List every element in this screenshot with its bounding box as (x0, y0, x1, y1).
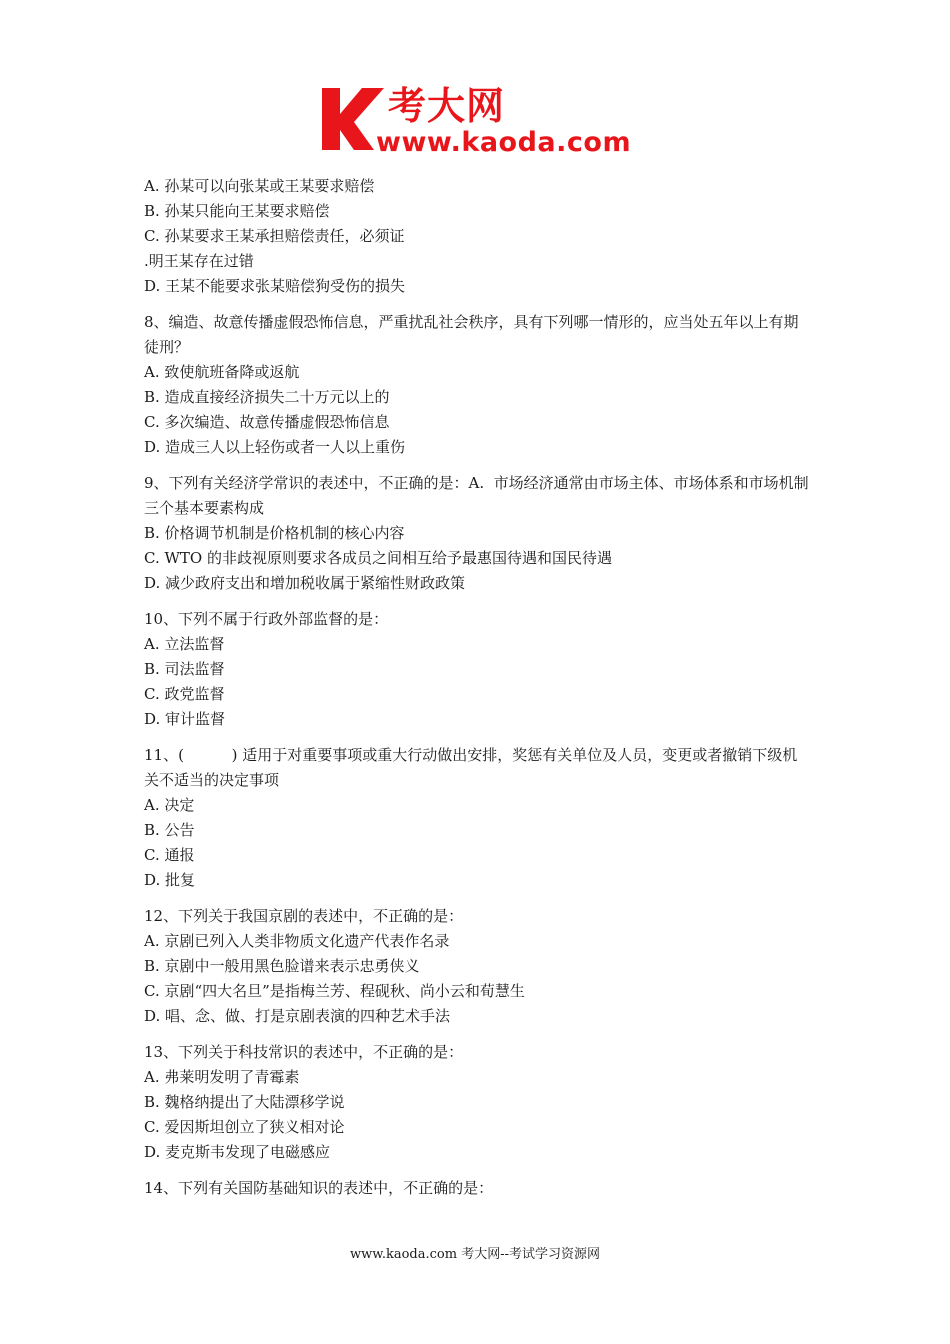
option: B. 造成直接经济损失二十万元以上的 (144, 388, 390, 406)
option: A. 决定 (144, 796, 195, 814)
option: D. 王某不能要求张某赔偿狗受伤的损失 (144, 277, 406, 295)
option: B. 司法监督 (144, 660, 225, 678)
question-stem: 9、下列有关经济学常识的表述中，不正确的是：A. 市场经济通常由市场主体、市场体系和市场机制三个基本要素构成 (144, 474, 809, 517)
question-stem: 10、下列不属于行政外部监督的是： (144, 610, 389, 628)
option: C. 政党监督 (144, 685, 225, 703)
option: D. 审计监督 (144, 710, 226, 728)
option: C. 爱因斯坦创立了狭义相对论 (144, 1118, 345, 1136)
option: .明王某存在过错 (144, 252, 254, 270)
question-item (144, 607, 812, 732)
option: C. 通报 (144, 846, 195, 864)
option: A. 京剧已列入人类非物质文化遗产代表作名录 (144, 932, 450, 950)
question-item (144, 743, 812, 893)
option: C. WTO 的非歧视原则要求各成员之间相互给予最惠国待遇和国民待遇 (144, 549, 612, 567)
continuation-options (144, 174, 812, 299)
document-body (144, 174, 812, 1201)
site-logo (318, 84, 638, 160)
option: D. 造成三人以上轻伤或者一人以上重伤 (144, 438, 406, 456)
option: D. 麦克斯韦发现了电磁感应 (144, 1143, 331, 1161)
option: A. 孙某可以向张某或王某要求赔偿 (144, 177, 375, 195)
option: D. 唱、念、做、打是京剧表演的四种艺术手法 (144, 1007, 451, 1025)
question-stem: 8、编造、故意传播虚假恐怖信息，严重扰乱社会秩序，具有下列哪一情形的，应当处五年以上有期徒刑？ (144, 313, 799, 356)
question-stem: 14、下列有关国防基础知识的表述中，不正确的是： (144, 1179, 494, 1197)
option: B. 京剧中一般用黑色脸谱来表示忠勇侠义 (144, 957, 420, 975)
question-item (144, 904, 812, 1029)
option: C. 京剧“四大名旦”是指梅兰芳、程砚秋、尚小云和荀慧生 (144, 982, 525, 1000)
option: B. 魏格纳提出了大陆漂移学说 (144, 1093, 345, 1111)
option: B. 孙某只能向王某要求赔偿 (144, 202, 330, 220)
option: B. 价格调节机制是价格机制的核心内容 (144, 524, 405, 542)
option: A. 弗莱明发明了青霉素 (144, 1068, 300, 1086)
option: D. 减少政府支出和增加税收属于紧缩性财政政策 (144, 574, 466, 592)
question-stem: 12、下列关于我国京剧的表述中，不正确的是： (144, 907, 464, 925)
option: C. 多次编造、故意传播虚假恐怖信息 (144, 413, 390, 431)
question-item (144, 1040, 812, 1165)
option: A. 立法监督 (144, 635, 225, 653)
question-item (144, 1176, 812, 1201)
option: B. 公告 (144, 821, 195, 839)
page-footer: www.kaoda.com 考大网--考试学习资源网 (350, 1247, 600, 1262)
option: D. 批复 (144, 871, 196, 889)
logo-brand-name: 考大网 (388, 84, 506, 128)
question-item (144, 471, 812, 596)
option: C. 孙某要求王某承担赔偿责任，必须证 (144, 227, 405, 245)
question-item (144, 310, 812, 460)
question-stem: 11、( ) 适用于对重要事项或重大行动做出安排，奖惩有关单位及人员，变更或者撤销下级机关不适当的决定事项 (144, 746, 798, 789)
logo-brand-url: www.kaoda.com (376, 127, 632, 158)
option: A. 致使航班备降或返航 (144, 363, 300, 381)
question-stem: 13、下列关于科技常识的表述中，不正确的是： (144, 1043, 464, 1061)
